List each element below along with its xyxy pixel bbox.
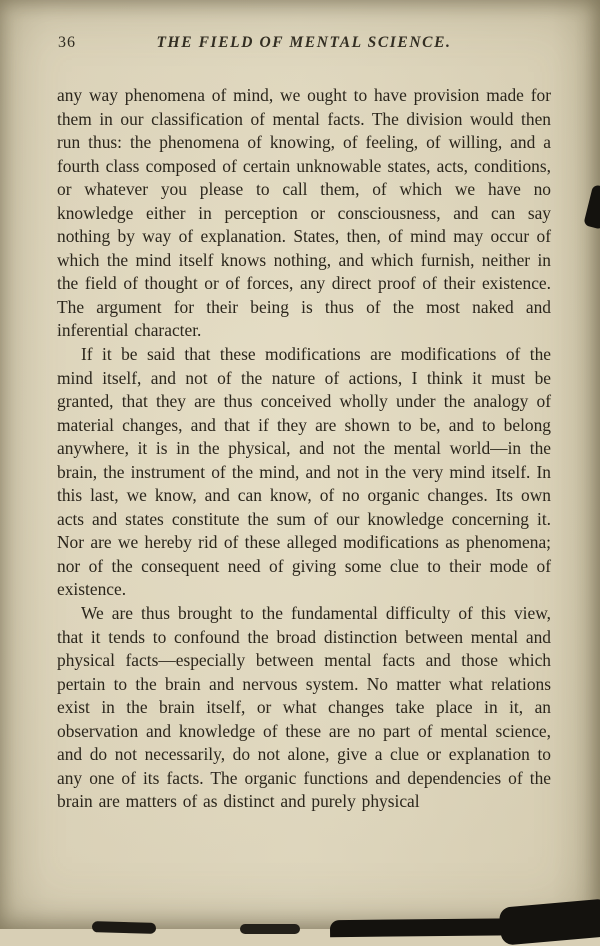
page-number: 36 (58, 34, 76, 51)
page-body (57, 84, 551, 814)
page-header (58, 34, 550, 52)
scan-artifact-top-right (583, 184, 600, 230)
paragraph: If it be said that these modifications are modifications of the mind itself, and not of the nature of actions, I think it must be granted, that they are thus conceived wholly under the analogy of material changes, and that if they are shown to be, and to belong anywhere, it is in the physical, and not the mental world—in the brain, the instrument of the mind, and not in the very mind itself. In this last, we know, and can know, of no organic changes. Its own acts and states constitute the sum of our knowledge concerning it. Nor are we hereby rid of these alleged modifications as phenomena; nor of the consequent need of giving some clue to their mode of existence. (57, 344, 551, 600)
scan-artifact-bottom-mid (240, 924, 300, 934)
running-title: THE FIELD OF MENTAL SCIENCE. (156, 34, 452, 51)
scan-artifact-bottom-left (92, 921, 156, 934)
paragraph: any way phenomena of mind, we ought to have provision made for them in our classification of mental facts. The division would then run thus: the phenomena of knowing, of feeling, of willing, and a fourth class composed of certain unknowable states, acts, conditions, or whatever you please to call them, of which we have no knowledge either in perception or consciousness, and can say nothing by way of explanation. States, then, of mind may occur of which the mind itself knows nothing, and which furnish, neither in the field of thought or of forces, any direct proof of their existence. The argument for their being is thus of the most naked and inferential character. (57, 85, 551, 341)
scan-artifact-bottom-right (499, 898, 600, 945)
paragraph: We are thus brought to the fundamental difficulty of this view, that it tends to confound the broad distinction between mental and physical facts—especially between mental facts and those which pertain to the brain and nervous system. No matter what relations exist in the brain itself, or what changes take place in it, an observation and knowledge of these are no part of mental science, and do not necessarily, do not alone, give a clue or explanation to any one of its facts. The organic functions and dependencies of the brain are matters of as distinct and purely physical (57, 603, 551, 812)
